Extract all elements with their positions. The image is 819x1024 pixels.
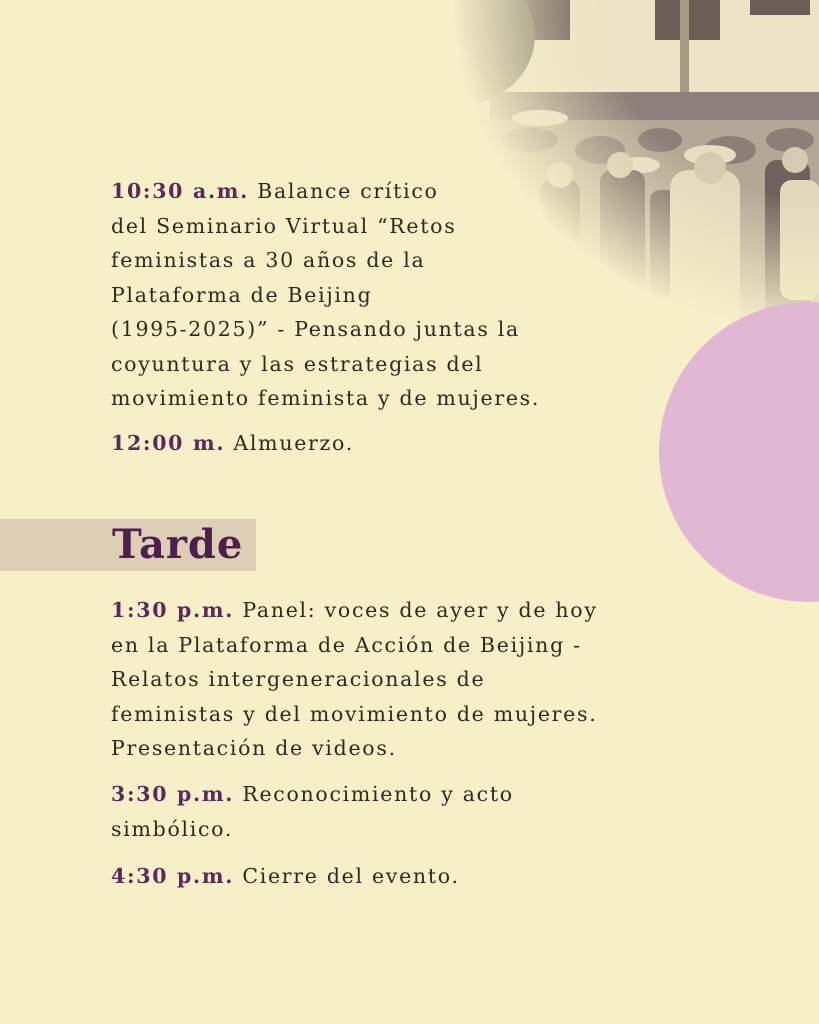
agenda-text-line: coyuntura y las estrategias del: [111, 351, 484, 376]
section-heading-tarde: Tarde: [112, 521, 244, 568]
agenda-text: Almuerzo.: [225, 431, 354, 455]
agenda-text-line: movimiento feminista y de mujeres.: [111, 386, 541, 410]
agenda-text: Cierre del evento.: [234, 864, 460, 888]
agenda-time: 12:00 m.: [111, 431, 226, 455]
agenda-text-line: feministas a 30 años de la: [111, 248, 426, 272]
agenda-text-line: del Seminario Virtual “Retos: [111, 213, 457, 238]
agenda-text-line: Plataforma de Beijing: [111, 282, 373, 307]
agenda-item-330: [111, 777, 514, 846]
agenda-time: 10:30 a.m.: [111, 179, 250, 203]
agenda-time: 3:30 p.m.: [111, 782, 235, 806]
agenda-item-430: [111, 859, 460, 894]
agenda-time: 4:30 p.m.: [111, 864, 235, 888]
agenda-item-1200: [111, 426, 354, 461]
agenda-text-line: Presentación de videos.: [111, 736, 397, 760]
agenda-text-line: Reconocimiento y acto: [234, 782, 514, 806]
agenda-item-1030: [111, 174, 540, 416]
agenda-text-line: Relatos intergeneracionales de: [111, 667, 486, 691]
agenda-text-line: feministas y del movimiento de mujeres.: [111, 701, 598, 726]
agenda-time: 1:30 p.m.: [111, 598, 235, 622]
agenda-text-line: (1995-2025)” - Pensando juntas la: [111, 317, 520, 341]
agenda-item-130: [111, 593, 598, 766]
agenda-text-line: simbólico.: [111, 816, 234, 841]
agenda-text-line: en la Plataforma de Acción de Beijing -: [111, 632, 582, 657]
agenda-text-line: Balance crítico: [249, 179, 439, 203]
agenda-text-line: Panel: voces de ayer y de hoy: [234, 598, 598, 622]
